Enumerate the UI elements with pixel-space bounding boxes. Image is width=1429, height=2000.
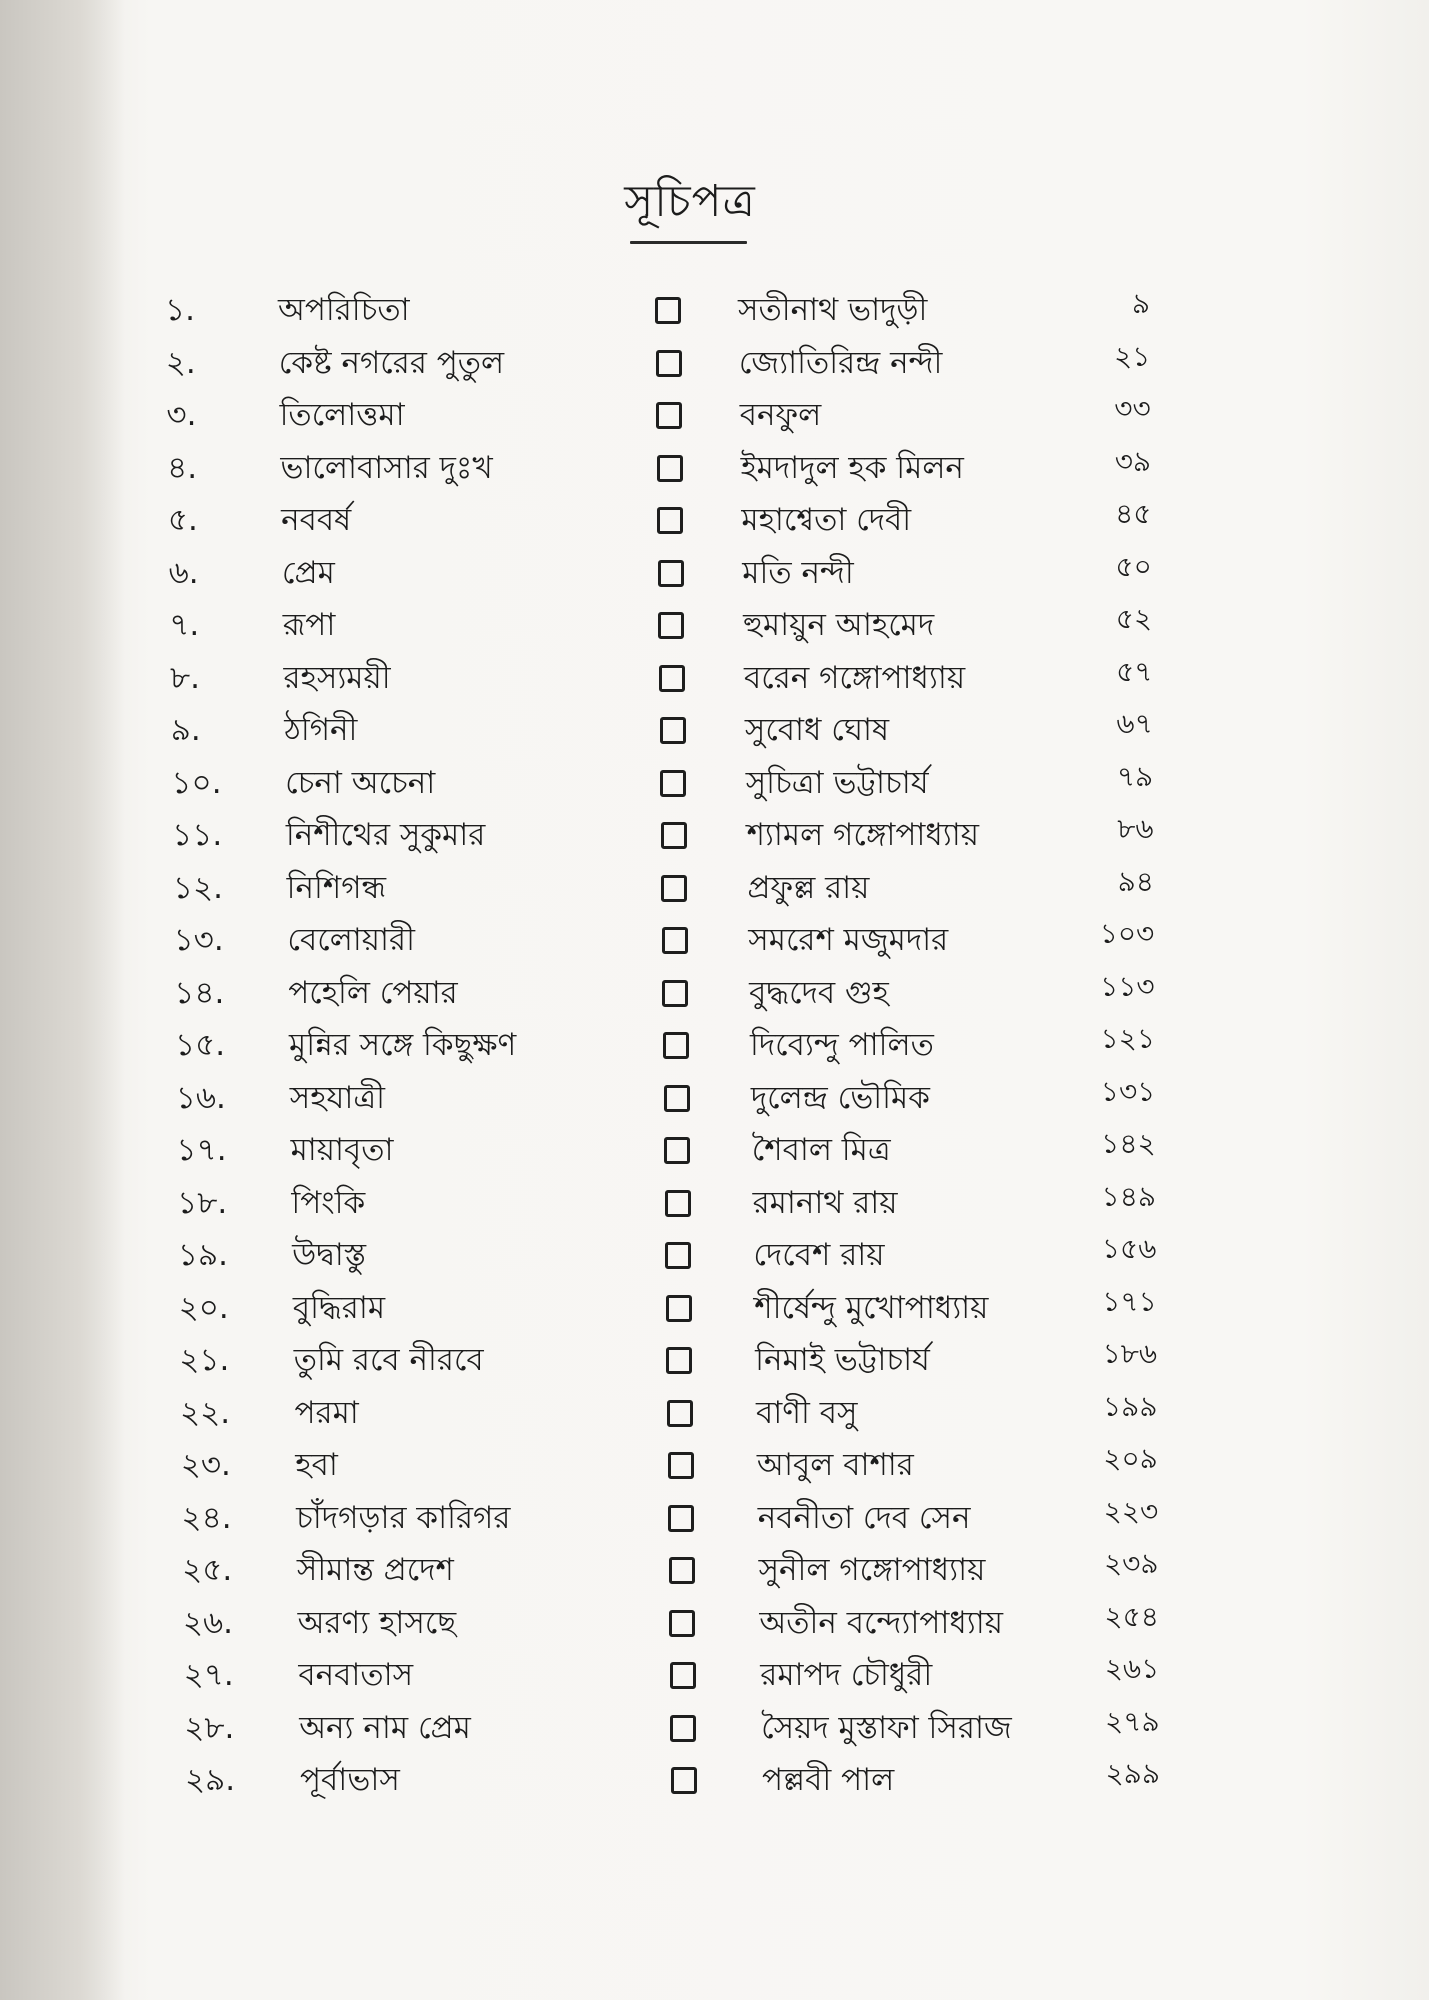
toc-row <box>0 1492 1429 1544</box>
author-name: সতীনাথ ভাদুড়ী <box>738 292 928 328</box>
entry-number: ২১. <box>179 1342 230 1378</box>
entry-number: ২৪. <box>181 1499 232 1536</box>
entry-number: ২৮. <box>184 1709 235 1746</box>
page-number: ১৪৯ <box>1101 1179 1157 1213</box>
story-title: বনবাতাস <box>298 1657 414 1693</box>
author-name: দুলেন্দ্র ভৌমিক <box>750 1079 930 1116</box>
story-title: প্রেম <box>281 554 335 591</box>
page-number: ২০৯ <box>1103 1442 1158 1475</box>
checkbox-square-icon <box>665 1190 691 1217</box>
entry-number: ১. <box>165 292 195 328</box>
checkbox-square-icon <box>670 1662 696 1689</box>
author-name: নিমাই ভট্টাচার্য <box>755 1342 930 1378</box>
toc-row <box>0 389 1429 441</box>
page-number: ২৭৯ <box>1105 1704 1160 1738</box>
page-number: ২৯৯ <box>1105 1757 1160 1790</box>
entry-number: ২২. <box>180 1394 231 1431</box>
story-title: তুমি রবে নীরবে <box>293 1342 484 1378</box>
entry-number: ২৭. <box>183 1657 234 1693</box>
title-underline <box>630 241 747 244</box>
toc-row <box>0 1597 1429 1649</box>
checkbox-square-icon <box>663 1032 689 1059</box>
checkbox-square-icon <box>657 455 683 482</box>
story-title: নিশিগন্ধ <box>286 869 387 906</box>
story-title: অরণ্য হাসছে <box>297 1604 457 1641</box>
checkbox-square-icon <box>671 1767 697 1794</box>
author-name: সৈয়দ মুস্তাফা সিরাজ <box>761 1709 1012 1746</box>
author-name: পল্লবী পাল <box>762 1762 895 1798</box>
page-number: ৩৯ <box>1114 444 1152 478</box>
story-title: পহেলি পেয়ার <box>288 974 458 1011</box>
story-title: রূপা <box>282 607 336 643</box>
story-title: অপরিচিতা <box>278 292 410 328</box>
checkbox-square-icon <box>666 1347 692 1374</box>
toc-row <box>0 442 1429 494</box>
page-number: ২৬১ <box>1104 1652 1160 1685</box>
checkbox-square-icon <box>660 717 686 744</box>
page-title: সূচিপত্র <box>624 176 756 227</box>
page-number: ১২১ <box>1100 1022 1155 1055</box>
entry-number: ১৮. <box>177 1184 228 1221</box>
entry-number: ১৬. <box>175 1079 226 1116</box>
toc-row <box>0 914 1429 966</box>
story-title: সহযাত্রী <box>289 1079 386 1116</box>
entry-number: ১৯. <box>177 1237 228 1273</box>
entry-number: ১২. <box>172 869 223 906</box>
entry-number: ২৬. <box>182 1604 234 1641</box>
page-number: ৮৬ <box>1117 812 1154 845</box>
toc-row <box>0 1754 1429 1806</box>
page-number: ২২৩ <box>1103 1494 1159 1528</box>
toc-row <box>0 809 1429 861</box>
author-name: ইমদাদুল হক মিলন <box>740 449 964 486</box>
toc-row <box>0 547 1429 599</box>
toc-row <box>0 1702 1429 1754</box>
story-title: কেষ্ট নগরের পুতুল <box>278 344 505 381</box>
entry-number: ৯. <box>170 712 201 748</box>
author-name: মহাশ্বেতা দেবী <box>741 502 912 538</box>
page-number: ১৭১ <box>1102 1284 1157 1318</box>
page-number: ১১৩ <box>1100 969 1155 1003</box>
toc-row <box>0 1124 1429 1176</box>
page-number: ২৫৪ <box>1104 1599 1159 1633</box>
toc-row <box>0 1439 1429 1491</box>
story-title: পূর্বাভাস <box>300 1762 400 1798</box>
toc-row <box>0 757 1429 809</box>
story-title: সীমান্ত প্রদেশ <box>296 1552 454 1588</box>
checkbox-square-icon <box>658 560 684 587</box>
story-title: পরমা <box>294 1394 359 1431</box>
toc-row <box>0 1229 1429 1281</box>
author-name: আবুল বাশার <box>756 1447 914 1483</box>
checkbox-square-icon <box>655 297 681 324</box>
author-name: নবনীতা দেব সেন <box>757 1499 971 1536</box>
checkbox-square-icon <box>668 1452 694 1479</box>
story-title: চেনা অচেনা <box>285 764 436 801</box>
page-number: ৩৩ <box>1114 392 1151 425</box>
entry-number: ৬. <box>168 554 199 591</box>
page-number: ৭৯ <box>1116 759 1154 793</box>
entry-number: ১৩. <box>173 922 224 958</box>
toc-row <box>0 1387 1429 1439</box>
toc-row <box>0 337 1429 389</box>
page-number: ১৪২ <box>1101 1127 1156 1160</box>
checkbox-square-icon <box>669 1557 695 1584</box>
author-name: বুদ্ধদেব গুহ <box>749 974 889 1011</box>
toc-row <box>0 967 1429 1019</box>
author-name: রমানাথ রায় <box>752 1184 898 1221</box>
checkbox-square-icon <box>670 1715 696 1742</box>
story-title: অন্য নাম প্রেম <box>299 1709 471 1746</box>
author-name: অতীন বন্দ্যোপাধ্যায় <box>759 1604 1003 1641</box>
checkbox-square-icon <box>665 1242 691 1269</box>
page-number: ১৮৬ <box>1102 1337 1158 1370</box>
toc-row <box>0 284 1429 336</box>
checkbox-square-icon <box>661 875 687 902</box>
story-title: রহস্যময়ী <box>283 659 391 696</box>
checkbox-square-icon <box>656 350 682 377</box>
story-title: নববর্ষ <box>281 502 352 538</box>
checkbox-square-icon <box>664 1137 690 1164</box>
page-number: ২১ <box>1113 339 1151 373</box>
page-number: ৬৭ <box>1116 707 1153 740</box>
author-name: হুমায়ুন আহমেদ <box>743 607 935 643</box>
author-name: জ্যোতিরিন্দ্র নন্দী <box>738 344 943 381</box>
author-name: দেবেশ রায় <box>753 1237 885 1273</box>
checkbox-square-icon <box>662 927 688 954</box>
toc-row <box>0 704 1429 756</box>
page-number: ৫২ <box>1115 602 1153 635</box>
toc-row <box>0 1649 1429 1701</box>
page-number: ১৩১ <box>1100 1074 1156 1108</box>
checkbox-square-icon <box>664 1085 690 1112</box>
toc-row <box>0 1544 1429 1596</box>
story-title: বেলোয়ারী <box>287 922 415 958</box>
story-title: চাঁদগড়ার কারিগর <box>296 1499 511 1536</box>
toc-row <box>0 1019 1429 1071</box>
entry-number: ৫. <box>167 502 198 538</box>
checkbox-square-icon <box>666 1295 692 1322</box>
entry-number: ৪. <box>167 449 198 486</box>
checkbox-square-icon <box>659 665 685 692</box>
story-title: মায়াবৃতা <box>290 1132 394 1168</box>
entry-number: ২৯. <box>185 1762 236 1798</box>
entry-number: ১৪. <box>174 974 225 1011</box>
toc-row <box>0 1177 1429 1229</box>
page-number: ৪৫ <box>1115 497 1152 530</box>
toc-row <box>0 1282 1429 1334</box>
checkbox-square-icon <box>667 1400 693 1427</box>
story-title: নিশীথের সুকুমার <box>285 817 486 853</box>
story-title: পিংকি <box>291 1184 366 1221</box>
checkbox-square-icon <box>661 822 687 849</box>
entry-number: ৮. <box>170 659 200 696</box>
page-number: ৫০ <box>1115 549 1152 583</box>
checkbox-square-icon <box>656 402 682 429</box>
toc-row <box>0 599 1429 651</box>
toc-row <box>0 652 1429 704</box>
author-name: শৈবাল মিত্র <box>751 1132 891 1168</box>
author-name: দিব্যেন্দু পালিত <box>750 1027 934 1063</box>
author-name: মতি নন্দী <box>742 554 854 591</box>
checkbox-square-icon <box>660 770 686 797</box>
entry-number: ১১. <box>172 817 223 853</box>
author-name: সুবোধ ঘোষ <box>744 712 890 748</box>
author-name: সুচিত্রা ভট্টাচার্য <box>745 764 929 801</box>
author-name: বরেন গঙ্গোপাধ্যায় <box>744 659 966 696</box>
page-number: ২৩৯ <box>1103 1547 1159 1580</box>
entry-number: ২৫. <box>182 1552 233 1588</box>
checkbox-square-icon <box>657 507 683 534</box>
author-name: সমরেশ মজুমদার <box>748 922 949 958</box>
author-name: শ্যামল গঙ্গোপাধ্যায় <box>746 817 980 853</box>
page-number: ১০৩ <box>1099 917 1155 950</box>
entry-number: ১৫. <box>175 1027 226 1063</box>
checkbox-square-icon <box>662 980 688 1007</box>
story-title: তিলোত্তমা <box>279 397 405 433</box>
entry-number: ৭. <box>169 607 200 643</box>
author-name: শীর্ষেন্দু মুখোপাধ্যায় <box>754 1289 989 1326</box>
story-title: ঠগিনী <box>284 712 358 748</box>
author-name: রমাপদ চৌধুরী <box>760 1657 933 1693</box>
toc-row <box>0 494 1429 546</box>
checkbox-square-icon <box>658 612 684 639</box>
story-title: ভালোবাসার দুঃখ <box>280 449 493 486</box>
toc-row <box>0 862 1429 914</box>
entry-number: ২. <box>165 344 196 381</box>
author-name: প্রফুল্ল রায় <box>747 869 870 906</box>
story-title: উদ্বাস্তু <box>292 1237 366 1273</box>
entry-number: ১৭. <box>176 1132 227 1168</box>
checkbox-square-icon <box>669 1610 695 1637</box>
page-number: ৫৭ <box>1116 654 1153 688</box>
author-name: বনফুল <box>739 397 822 433</box>
page-number: ১৫৬ <box>1101 1232 1157 1265</box>
entry-number: ৩. <box>166 397 197 433</box>
entry-number: ২০. <box>178 1289 229 1326</box>
author-name: সুনীল গঙ্গোপাধ্যায় <box>758 1552 986 1588</box>
checkbox-square-icon <box>668 1505 694 1532</box>
page-number: ৯৪ <box>1117 864 1154 898</box>
toc-row <box>0 1334 1429 1386</box>
story-title: হবা <box>295 1447 338 1483</box>
story-title: মুন্নির সঙ্গে কিছুক্ষণ <box>289 1027 517 1063</box>
entry-number: ১০. <box>171 764 222 801</box>
toc-row <box>0 1072 1429 1124</box>
entry-number: ২৩. <box>180 1447 231 1483</box>
page-number: ১৯৯ <box>1102 1389 1158 1423</box>
story-title: বুদ্ধিরাম <box>292 1289 386 1326</box>
page-number: ৯ <box>1131 287 1150 320</box>
author-name: বাণী বসু <box>756 1394 858 1431</box>
